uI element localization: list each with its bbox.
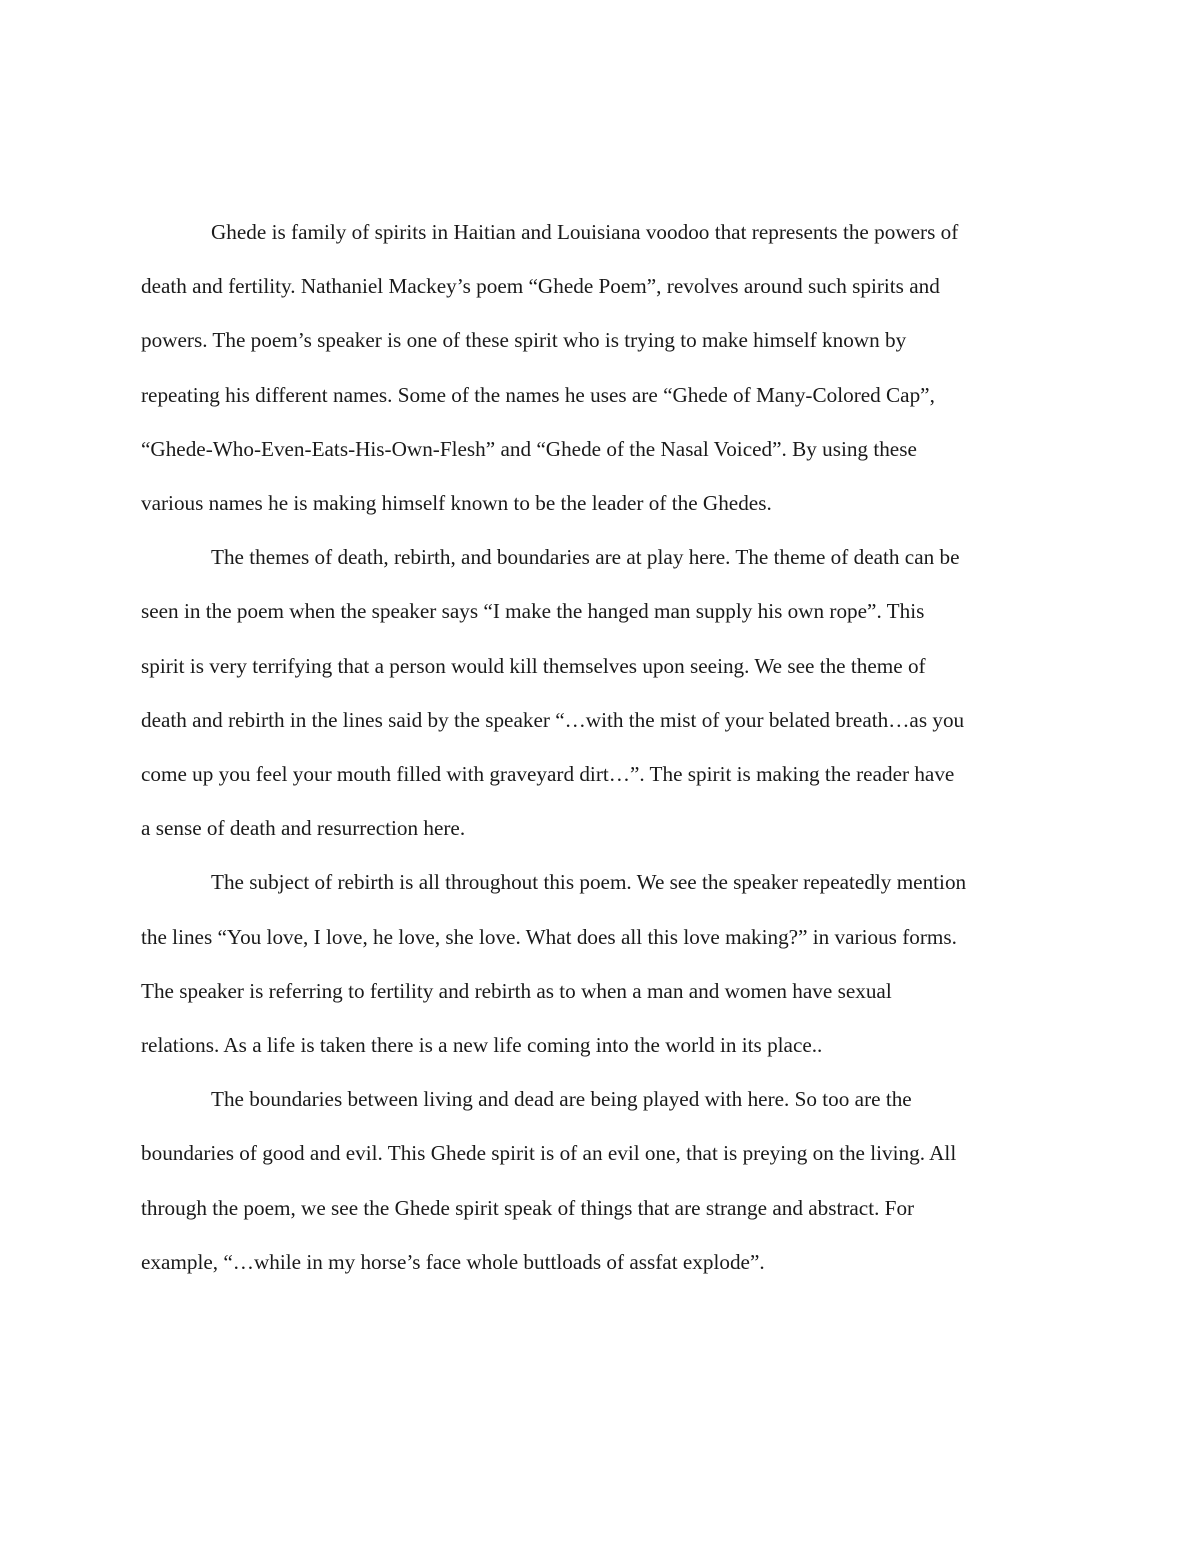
paragraph-3 — [141, 855, 1061, 1072]
text-line: The themes of death, rebirth, and boundaries are at play here. The theme of death can be — [211, 545, 960, 570]
text-line: relations. As a life is taken there is a new life coming into the world in its place.. — [141, 1033, 823, 1058]
text-line: spirit is very terrifying that a person would kill themselves upon seeing. We see the theme of — [141, 653, 926, 678]
document-body — [141, 205, 1061, 1289]
text-line: death and rebirth in the lines said by the speaker “…with the mist of your belated breath…as you — [141, 707, 965, 732]
text-line: death and fertility. Nathaniel Mackey’s poem “Ghede Poem”, revolves around such spirits and — [141, 274, 940, 299]
text-line: boundaries of good and evil. This Ghede spirit is of an evil one, that is preying on the living. All — [141, 1141, 957, 1166]
text-line: The speaker is referring to fertility and rebirth as to when a man and women have sexual — [141, 978, 892, 1003]
text-line: the lines “You love, I love, he love, she love. What does all this love making?” in various forms. — [141, 924, 957, 949]
text-line: powers. The poem’s speaker is one of these spirit who is trying to make himself known by — [141, 328, 907, 353]
text-line: Ghede is family of spirits in Haitian and Louisiana voodoo that represents the powers of — [211, 220, 959, 244]
text-line: The boundaries between living and dead are being played with here. So too are the — [211, 1087, 912, 1112]
text-line: repeating his different names. Some of the names he uses are “Ghede of Many-Colored Cap”, — [141, 382, 935, 407]
text-line: a sense of death and resurrection here. — [141, 816, 466, 841]
text-line: The subject of rebirth is all throughout this poem. We see the speaker repeatedly mention — [211, 870, 967, 895]
text-line: through the poem, we see the Ghede spirit speak of things that are strange and abstract. For — [141, 1195, 915, 1220]
text-line: seen in the poem when the speaker says “I make the hanged man supply his own rope”. This — [141, 599, 925, 624]
text-line: example, “…while in my horse’s face whole buttloads of assfat explode”. — [141, 1249, 765, 1274]
paragraph-2 — [141, 530, 1061, 855]
text-line: various names he is making himself known to be the leader of the Ghedes. — [141, 491, 772, 516]
paragraph-4 — [141, 1072, 1061, 1289]
paragraph-1 — [141, 205, 1061, 530]
text-line: “Ghede-Who-Even-Eats-His-Own-Flesh” and “Ghede of the Nasal Voiced”. By using these — [141, 436, 917, 461]
text-line: come up you feel your mouth filled with graveyard dirt…”. The spirit is making the reader have — [141, 762, 955, 787]
